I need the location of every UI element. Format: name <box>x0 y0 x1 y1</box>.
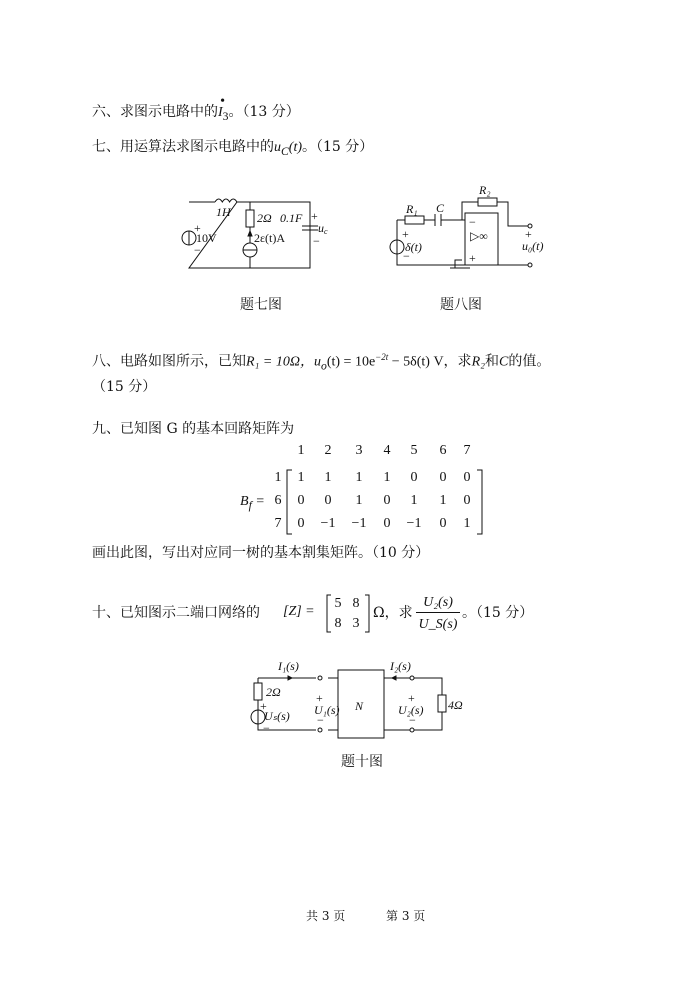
resistor-label: 2Ω <box>257 211 272 225</box>
q7-text: 七、用运算法求图示电路中的 <box>92 139 274 155</box>
q8-c: C <box>498 354 509 370</box>
matrix-column-header: 2 <box>324 443 332 458</box>
minus-sign: − <box>403 249 410 263</box>
opamp-minus: − <box>469 215 476 229</box>
question-9: 九、已知图 G 的基本回路矩阵为 <box>92 421 295 437</box>
matrix-cell: −1 <box>351 516 367 531</box>
matrix-row-label: 1 <box>274 470 282 485</box>
output-label: u₀(t) <box>522 239 544 253</box>
u1-label: U₁(s) <box>314 703 340 717</box>
q8-score: （15 分） <box>92 379 157 395</box>
r2-label: R₂ <box>479 183 491 197</box>
plus-sign: + <box>194 221 201 235</box>
matrix-cell: 1 <box>383 470 391 485</box>
figure-10-circuit <box>230 650 463 750</box>
minus-sign: − <box>263 721 270 735</box>
q6-tail: 。（13 分） <box>228 104 300 120</box>
plus-sign: + <box>525 227 532 241</box>
matrix-cell: 1 <box>297 470 305 485</box>
z-cell: 3 <box>352 616 360 631</box>
minus-sign: − <box>317 713 324 727</box>
matrix-cell: 0 <box>297 516 305 531</box>
q7-var: u <box>274 140 281 155</box>
q8-eq2: − 5δ(t) V，求 <box>388 354 472 370</box>
matrix-cell: 0 <box>324 493 332 508</box>
figure-7-caption: 题七图 <box>240 297 282 313</box>
matrix-column-header: 5 <box>410 443 418 458</box>
matrix-cell: 0 <box>463 470 471 485</box>
matrix-cell: 0 <box>383 493 391 508</box>
q8-uo-sub: o <box>321 359 327 373</box>
q8-and: 和 <box>484 353 499 370</box>
matrix-column-header: 1 <box>297 443 305 458</box>
matrix-cell: 0 <box>463 493 471 508</box>
opamp-symbol: ▷∞ <box>470 229 488 243</box>
fraction-denominator: U_S(s) <box>418 617 458 632</box>
figure-8-circuit <box>390 180 544 272</box>
q10-text: 十、已知图示二端口网络的 <box>92 605 260 621</box>
fraction-numerator: U₂(s) <box>416 594 460 613</box>
i2-label: I₂(s) <box>390 659 411 673</box>
voltage-source-label: 10V <box>196 231 217 245</box>
q8-r1: R₁ = 10Ω， <box>246 354 314 370</box>
matrix-cell: 1 <box>355 493 363 508</box>
q6-sub: 3 <box>222 109 229 123</box>
matrix-row-label: 7 <box>274 516 282 531</box>
question-8 <box>92 348 550 375</box>
us-label: Uₛ(s) <box>264 709 290 723</box>
minus-sign: − <box>194 243 201 257</box>
c-label: C <box>436 201 445 215</box>
q8-eq: (t) = 10e <box>326 354 376 370</box>
matrix-label: $B_f$ = <box>240 494 265 512</box>
question-10 <box>92 604 260 622</box>
figure-7-circuit <box>180 180 328 280</box>
matrix-column-header: 6 <box>439 443 447 458</box>
q7-tail: 。（15 分） <box>302 139 374 155</box>
plus-sign: + <box>311 209 318 223</box>
matrix-cell: 0 <box>439 516 447 531</box>
matrix-cell: 0 <box>410 470 418 485</box>
q8-text: 八、电路如图所示，已知 <box>92 353 246 370</box>
q10-ohm: Ω，求 <box>373 605 413 621</box>
uc-label: uc <box>318 221 328 236</box>
network-label: N <box>355 699 364 713</box>
u2-label: U₂(s) <box>398 703 424 717</box>
minus-sign: − <box>313 234 320 248</box>
figure-8-caption: 题八图 <box>440 297 482 313</box>
source-label: δ(t) <box>405 240 422 254</box>
matrix-column-header: 3 <box>355 443 363 458</box>
question-7 <box>92 138 373 161</box>
matrix-cell: 1 <box>410 493 418 508</box>
minus-sign: − <box>409 713 416 727</box>
inductor-label: 1H <box>216 205 231 219</box>
footer-total-pages: 共 3 页 <box>306 909 346 923</box>
q8-end: 的值。 <box>508 353 551 370</box>
q7-sub: C <box>281 144 289 158</box>
plus-sign: + <box>408 691 415 705</box>
matrix-cell: 1 <box>355 470 363 485</box>
matrix-cell: 0 <box>297 493 305 508</box>
z-label: [Z] = <box>283 604 315 619</box>
q6-var: I • <box>218 94 225 120</box>
i1-label: I₁(s) <box>278 659 299 673</box>
matrix-row-label: 6 <box>274 493 282 508</box>
q10-tail: 。（15 分） <box>462 605 534 621</box>
matrix-cell: −1 <box>320 516 336 531</box>
r1-label: 2Ω <box>266 685 281 699</box>
opamp-plus: + <box>469 251 476 265</box>
r2-label: 4Ω <box>448 698 463 712</box>
q8-exp: −2t <box>375 352 389 362</box>
matrix-cell: 0 <box>439 470 447 485</box>
q6-text: 六、求图示电路中的 <box>92 104 218 120</box>
matrix-column-header: 4 <box>383 443 391 458</box>
q7-arg: (t) <box>288 140 302 155</box>
q9-instruction: 画出此图，写出对应同一树的基本割集矩阵。（10 分） <box>92 545 430 561</box>
matrix-brackets <box>284 468 494 538</box>
matrix-cell: 1 <box>463 516 471 531</box>
matrix-cell: 1 <box>324 470 332 485</box>
capacitor-label: 0.1F <box>280 211 303 225</box>
matrix-cell: 0 <box>383 516 391 531</box>
matrix-column-header: 7 <box>463 443 471 458</box>
current-source-label: 2ε(t)A <box>254 231 286 245</box>
footer-page-number: 第 3 页 <box>386 909 426 923</box>
r1-label: R₁ <box>406 202 418 216</box>
matrix-cell: −1 <box>406 516 422 531</box>
z-cell: 8 <box>334 616 342 631</box>
z-cell: 5 <box>334 596 342 611</box>
plus-sign: + <box>402 227 409 241</box>
plus-sign: + <box>260 699 267 713</box>
q8-r2: R₂ <box>471 354 485 370</box>
matrix-cell: 1 <box>439 493 447 508</box>
question-6 <box>92 94 300 126</box>
plus-sign: + <box>316 691 323 705</box>
z-cell: 8 <box>352 596 360 611</box>
figure-10-caption: 题十图 <box>341 754 383 770</box>
q8-uo: u <box>314 354 321 370</box>
